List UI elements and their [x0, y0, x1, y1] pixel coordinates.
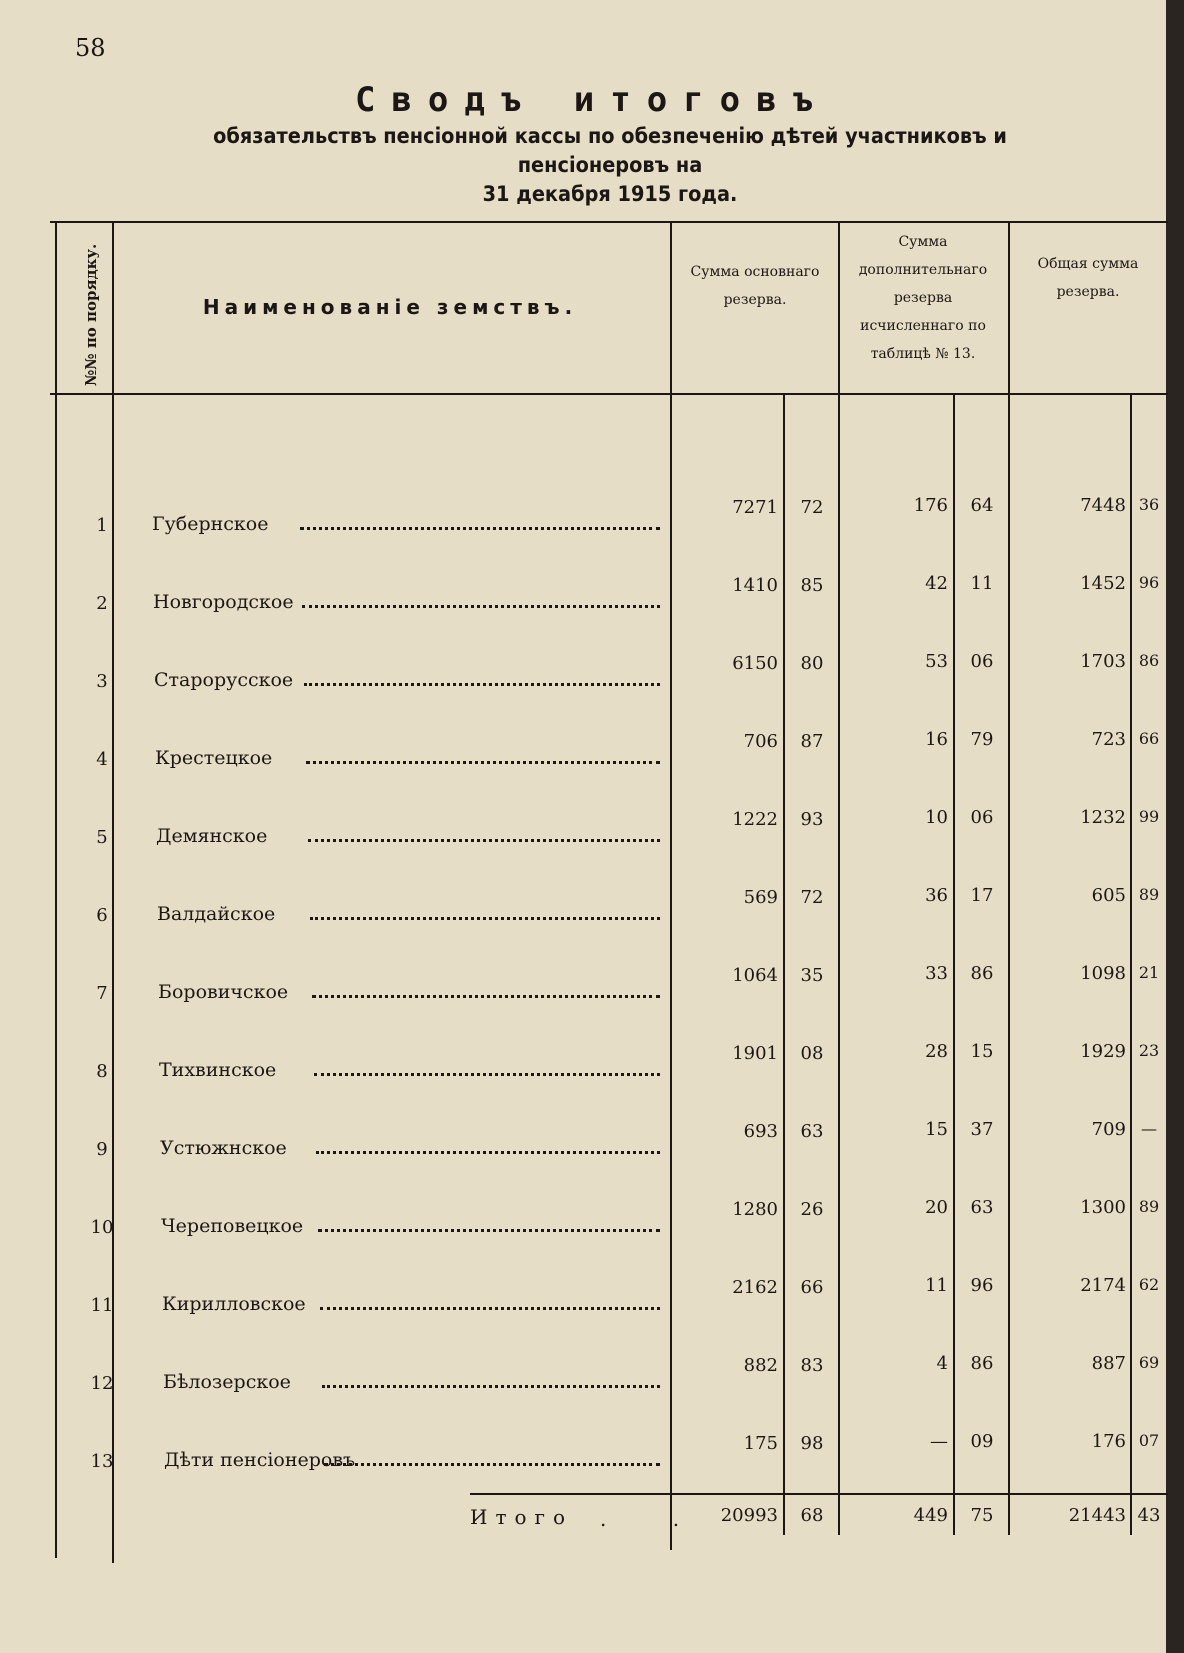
row-total-kopecks: 89	[1138, 1197, 1160, 1216]
row-zemstvo-name: Бѣлозерское	[163, 1371, 291, 1393]
col-rule-basic	[838, 223, 840, 1535]
header-total: Общая сумма резерва.	[1037, 256, 1139, 300]
dot-leader	[314, 1073, 660, 1076]
row-additional-kopecks: 06	[970, 807, 994, 828]
totals-label: Итого	[470, 1505, 574, 1529]
table-header-rule	[50, 393, 1168, 395]
row-total-kopecks: 21	[1138, 963, 1160, 982]
dot-leader	[322, 1385, 660, 1388]
row-basic-kopecks: 80	[800, 653, 824, 674]
row-basic-kopecks: 08	[800, 1043, 824, 1064]
row-total-rubles: 176	[1091, 1431, 1126, 1452]
row-number: 4	[96, 749, 108, 770]
row-additional-rubles: 4	[936, 1353, 948, 1374]
row-additional-rubles: 53	[925, 651, 948, 672]
dot-leader	[308, 839, 660, 842]
row-additional-kopecks: 86	[970, 1353, 994, 1374]
subtitle-line-2: 31 декабря 1915 года.	[482, 182, 738, 206]
row-zemstvo-name: Новгородское	[153, 591, 294, 613]
col-rule-add-kop	[953, 395, 955, 1535]
header-name: Наименованіе земствъ.	[202, 295, 578, 319]
row-additional-rubles: 42	[925, 573, 948, 594]
row-basic-kopecks: 26	[800, 1199, 824, 1220]
totals-basic-rubles: 20993	[720, 1505, 778, 1526]
row-number: 7	[96, 983, 108, 1004]
dot-leader	[302, 605, 660, 608]
row-number: 8	[96, 1061, 108, 1082]
row-basic-kopecks: 98	[800, 1433, 824, 1454]
row-basic-kopecks: 63	[800, 1121, 824, 1142]
row-total-kopecks: 66	[1138, 729, 1160, 748]
row-additional-rubles: 176	[913, 495, 948, 516]
row-number: 3	[96, 671, 108, 692]
row-additional-kopecks: 96	[970, 1275, 994, 1296]
row-total-rubles: 723	[1091, 729, 1126, 750]
row-zemstvo-name: Боровичское	[158, 981, 289, 1003]
totals-additional-rubles: 449	[913, 1505, 948, 1526]
header-additional: Сумма дополнительнаго резерва исчисленнаго по таблицѣ № 13.	[858, 234, 988, 362]
row-basic-kopecks: 83	[800, 1355, 824, 1376]
totals-additional-kopecks: 75	[970, 1505, 994, 1526]
dot-leader	[310, 917, 660, 920]
col-rule-additional	[1008, 223, 1010, 1535]
row-additional-rubles: 20	[925, 1197, 948, 1218]
row-zemstvo-name: Крестецкое	[155, 747, 273, 769]
dot-leader	[316, 1151, 660, 1154]
row-total-kopecks: 07	[1138, 1431, 1160, 1450]
row-additional-kopecks: 06	[970, 651, 994, 672]
row-number: 2	[96, 593, 108, 614]
dot-leader	[318, 1229, 660, 1232]
row-basic-rubles: 6150	[732, 653, 778, 674]
row-basic-rubles: 569	[743, 887, 778, 908]
row-total-rubles: 1300	[1080, 1197, 1126, 1218]
row-number: 6	[96, 905, 108, 926]
row-total-kopecks: 86	[1138, 651, 1160, 670]
page-number: 58	[75, 34, 106, 62]
row-total-rubles: 887	[1091, 1353, 1126, 1374]
document-subtitle	[178, 122, 1043, 209]
row-total-kopecks: 89	[1138, 885, 1160, 904]
col-rule-basic-kop	[783, 395, 785, 1535]
dot-leader	[312, 995, 660, 998]
row-total-rubles: 1098	[1080, 963, 1126, 984]
row-number: 9	[96, 1139, 108, 1160]
row-zemstvo-name: Демянское	[156, 825, 268, 847]
row-additional-kopecks: 37	[970, 1119, 994, 1140]
row-zemstvo-name: Череповецкое	[161, 1215, 304, 1237]
row-number: 1	[96, 515, 108, 536]
row-zemstvo-name: Дѣти пенсіонеровъ	[164, 1449, 356, 1471]
row-number: 10	[90, 1217, 114, 1238]
row-total-rubles: 1929	[1080, 1041, 1126, 1062]
dot-leader	[320, 1307, 660, 1310]
row-total-rubles: 1232	[1080, 807, 1126, 828]
row-number: 12	[90, 1373, 114, 1394]
totals-dots: . .	[600, 1507, 710, 1531]
row-basic-rubles: 2162	[732, 1277, 778, 1298]
row-basic-kopecks: 66	[800, 1277, 824, 1298]
row-total-rubles: 605	[1091, 885, 1126, 906]
row-basic-rubles: 1410	[732, 575, 778, 596]
row-total-rubles: 1703	[1080, 651, 1126, 672]
row-basic-rubles: 1280	[732, 1199, 778, 1220]
row-zemstvo-name: Валдайское	[157, 903, 276, 925]
row-basic-rubles: 1064	[732, 965, 778, 986]
table-top-rule	[50, 221, 1168, 223]
col-rule-number	[112, 223, 114, 1563]
row-number: 13	[90, 1451, 114, 1472]
row-basic-rubles: 1901	[732, 1043, 778, 1064]
row-additional-kopecks: 79	[970, 729, 994, 750]
row-additional-rubles: 28	[925, 1041, 948, 1062]
row-basic-rubles: 882	[743, 1355, 778, 1376]
row-additional-kopecks: 11	[970, 573, 994, 594]
row-basic-rubles: 693	[743, 1121, 778, 1142]
row-total-rubles: 2174	[1080, 1275, 1126, 1296]
row-zemstvo-name: Губернское	[152, 513, 269, 535]
row-additional-kopecks: 15	[970, 1041, 994, 1062]
totals-rule	[470, 1493, 1168, 1495]
totals-total-rubles: 21443	[1068, 1505, 1126, 1526]
row-total-kopecks: 96	[1138, 573, 1160, 592]
header-number: №№ по порядку.	[82, 243, 100, 386]
row-additional-rubles: 10	[925, 807, 948, 828]
row-zemstvo-name: Устюжнское	[160, 1137, 287, 1159]
row-additional-kopecks: 64	[970, 495, 994, 516]
row-additional-kopecks: 09	[970, 1431, 994, 1452]
row-additional-rubles: 33	[925, 963, 948, 984]
table-left-rule	[55, 223, 57, 1558]
row-basic-rubles: 7271	[732, 497, 778, 518]
row-basic-kopecks: 93	[800, 809, 824, 830]
row-total-kopecks: 23	[1138, 1041, 1160, 1060]
row-additional-rubles: 15	[925, 1119, 948, 1140]
row-total-kopecks: 99	[1138, 807, 1160, 826]
row-additional-rubles: 16	[925, 729, 948, 750]
row-additional-kopecks: 86	[970, 963, 994, 984]
dot-leader	[304, 683, 660, 686]
row-total-kopecks: 36	[1138, 495, 1160, 514]
row-total-kopecks: 69	[1138, 1353, 1160, 1372]
row-total-rubles: 709	[1091, 1119, 1126, 1140]
totals-total-kopecks: 43	[1137, 1505, 1161, 1526]
row-basic-kopecks: 87	[800, 731, 824, 752]
page-edge-shadow	[1166, 0, 1184, 1653]
row-basic-rubles: 175	[743, 1433, 778, 1454]
row-additional-kopecks: 17	[970, 885, 994, 906]
row-additional-rubles: 36	[925, 885, 948, 906]
row-zemstvo-name: Старорусское	[154, 669, 294, 691]
subtitle-line-1: обязательствъ пенсіонной кассы по обезпеченію дѣтей участниковъ и пенсіонеровъ на	[213, 124, 1007, 177]
row-zemstvo-name: Кирилловское	[162, 1293, 306, 1315]
row-total-kopecks: 62	[1138, 1275, 1160, 1294]
row-additional-rubles: —	[930, 1431, 948, 1452]
header-basic: Сумма основнаго резерва.	[690, 264, 820, 308]
dot-leader	[300, 527, 660, 530]
dot-leader	[306, 761, 660, 764]
row-additional-kopecks: 63	[970, 1197, 994, 1218]
dot-leader	[324, 1463, 660, 1466]
row-basic-kopecks: 85	[800, 575, 824, 596]
row-additional-rubles: 11	[925, 1275, 948, 1296]
col-rule-name	[670, 223, 672, 1550]
row-basic-rubles: 1222	[732, 809, 778, 830]
row-number: 5	[96, 827, 108, 848]
row-basic-kopecks: 72	[800, 497, 824, 518]
row-number: 11	[90, 1295, 114, 1316]
totals-basic-kopecks: 68	[800, 1505, 824, 1526]
row-total-rubles: 7448	[1080, 495, 1126, 516]
col-rule-total-kop	[1130, 395, 1132, 1535]
row-basic-kopecks: 72	[800, 887, 824, 908]
row-total-kopecks: —	[1141, 1119, 1157, 1138]
row-basic-rubles: 706	[743, 731, 778, 752]
row-zemstvo-name: Тихвинское	[159, 1059, 277, 1081]
row-total-rubles: 1452	[1080, 573, 1126, 594]
document-title: Сводъ итоговъ	[354, 80, 830, 120]
row-basic-kopecks: 35	[800, 965, 824, 986]
